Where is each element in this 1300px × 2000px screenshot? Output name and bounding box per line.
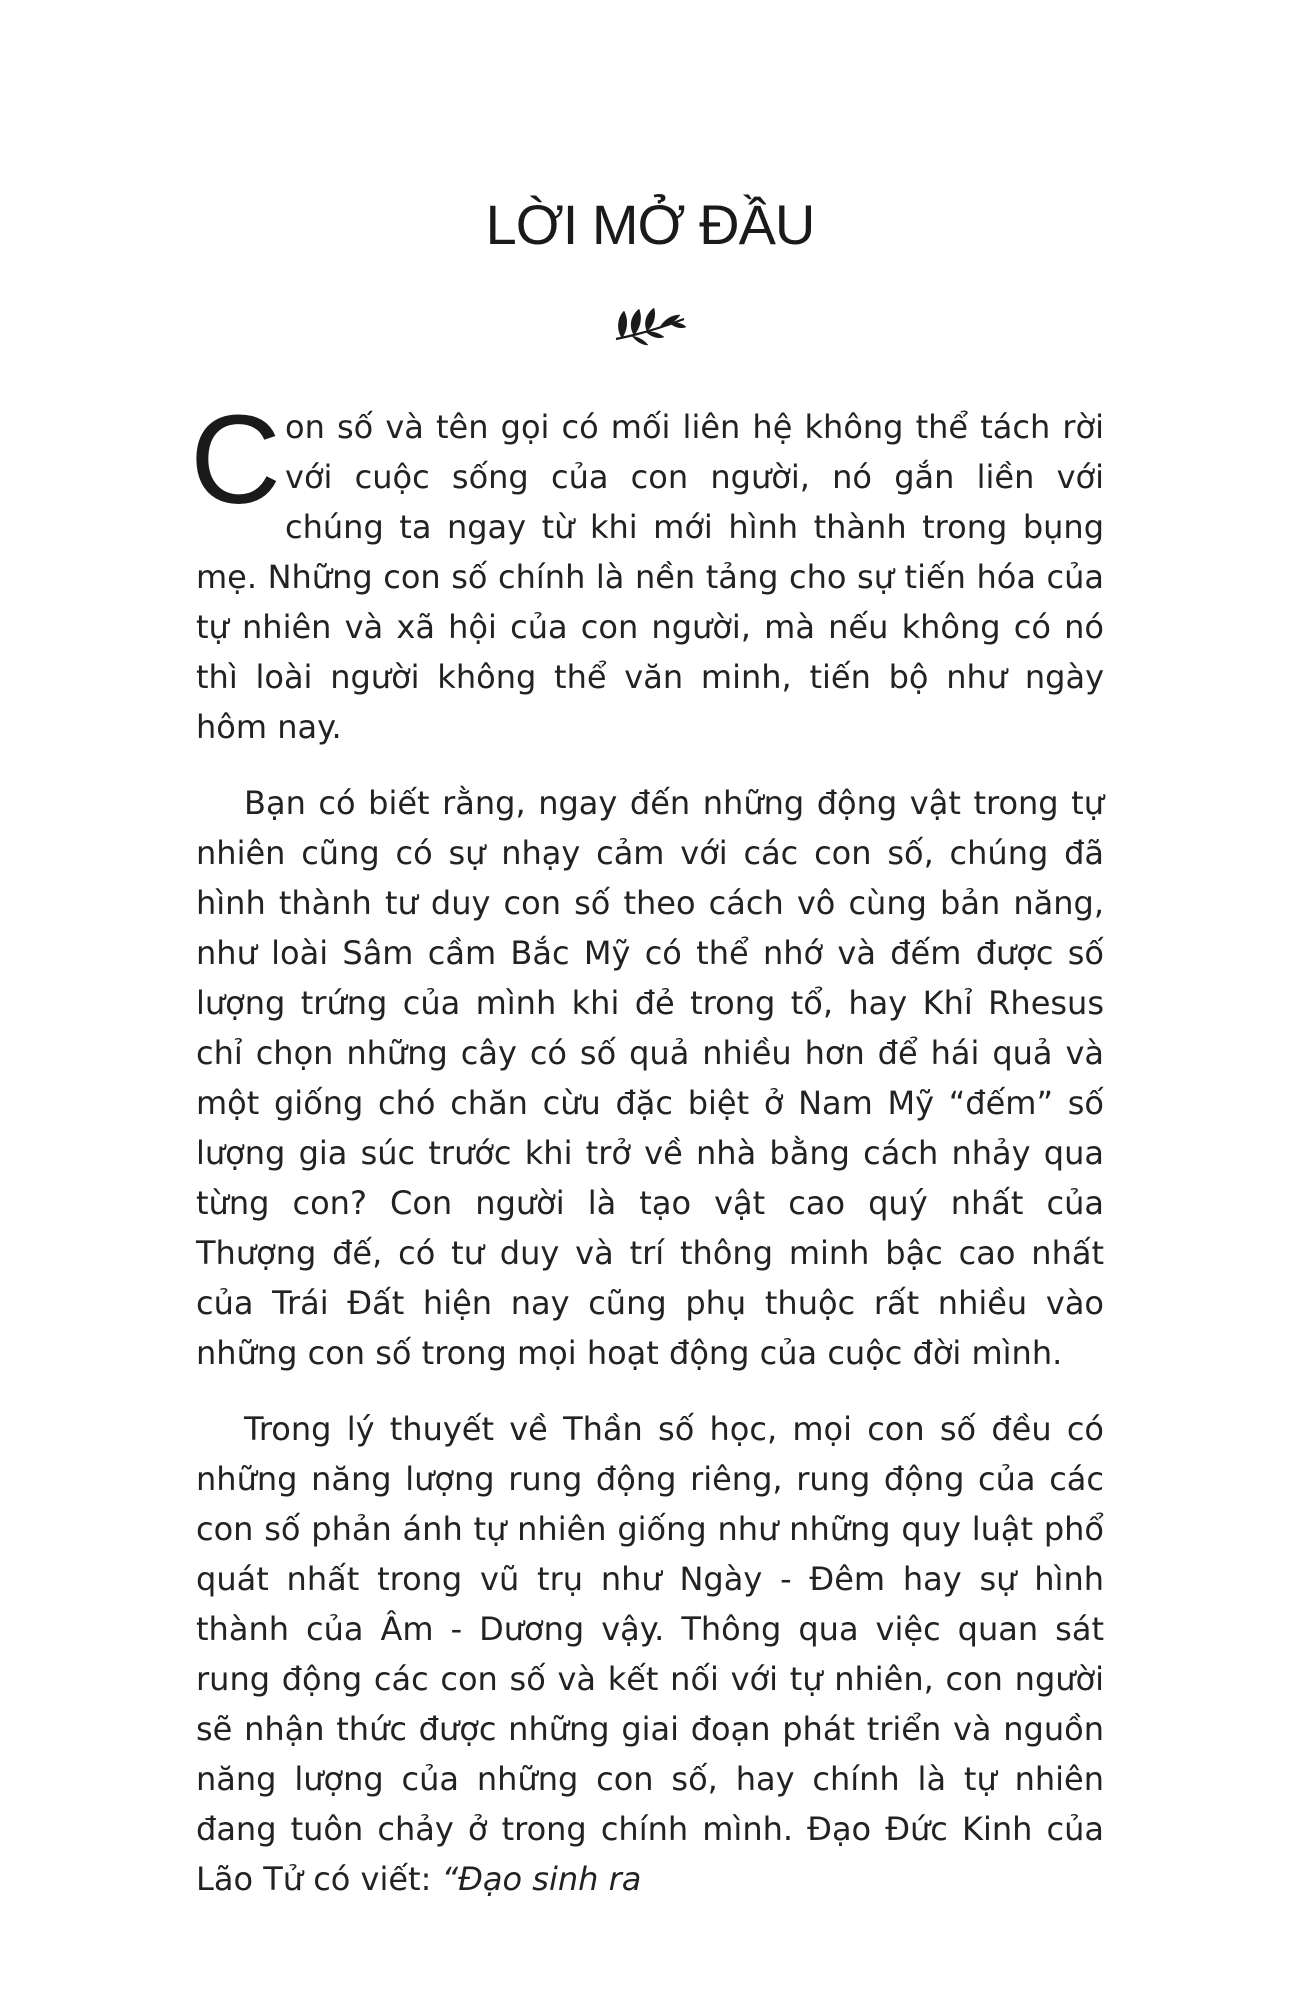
paragraph-2-text: Bạn có biết rằng, ngay đến những động vật trong tự nhiên cũng có sự nhạy cảm với các con số, chúng đã hình thành tư duy con số theo cách vô cùng bản năng, như loài Sâm cầm Bắc Mỹ có thể nhớ và đếm được số lượng trứng của mình khi đẻ trong tổ, hay Khỉ Rhesus chỉ chọn những cây có số quả nhiều hơn để hái quả và một giống chó chăn cừu đặc biệt ở Nam Mỹ “đếm” số lượng gia súc trước khi trở về nhà bằng cách nhảy qua từng con? Con người là tạo vật cao quý nhất của Thượng đế, có tư duy và trí thông minh bậc cao nhất của Trái Đất hiện nay cũng phụ thuộc rất nhiều vào những con số trong mọi hoạt động của cuộc đời mình.: [196, 784, 1104, 1372]
drop-cap: C: [190, 389, 281, 530]
leaf-sprig-ornament-icon: [612, 305, 688, 347]
page-title: LỜI MỞ ĐẦU: [485, 193, 815, 256]
paragraph-2: [196, 778, 1104, 1378]
paragraph-3: [196, 1404, 1104, 1904]
body-text: [190, 389, 1104, 1930]
paragraph-1: [190, 389, 1104, 752]
paragraph-1-text: on số và tên gọi có mối liên hệ không thể tách rời với cuộc sống của con người, nó gắn liền với chúng ta ngay từ khi mới hình thành trong bụng mẹ. Những con số chính là nền tảng cho sự tiến hóa của tự nhiên và xã hội của con người, mà nếu không có nó thì loài người không thể văn minh, tiến bộ như ngày hôm nay.: [196, 408, 1104, 746]
paragraph-3-text: Trong lý thuyết về Thần số học, mọi con số đều có những năng lượng rung động riêng, rung động của các con số phản ánh tự nhiên giống như những quy luật phổ quát nhất trong vũ trụ như Ngày - Đêm hay sự hình thành của Âm - Dương vậy. Thông qua việc quan sát rung động các con số và kết nối với tự nhiên, con người sẽ nhận thức được những giai đoạn phát triển và nguồn năng lượng của những con số, hay chính là tự nhiên đang tuôn chảy ở trong chính mình. Đạo Đức Kinh của Lão Tử có viết:: [196, 1410, 1104, 1898]
quote-text: “Đạo sinh ra: [441, 1860, 642, 1898]
